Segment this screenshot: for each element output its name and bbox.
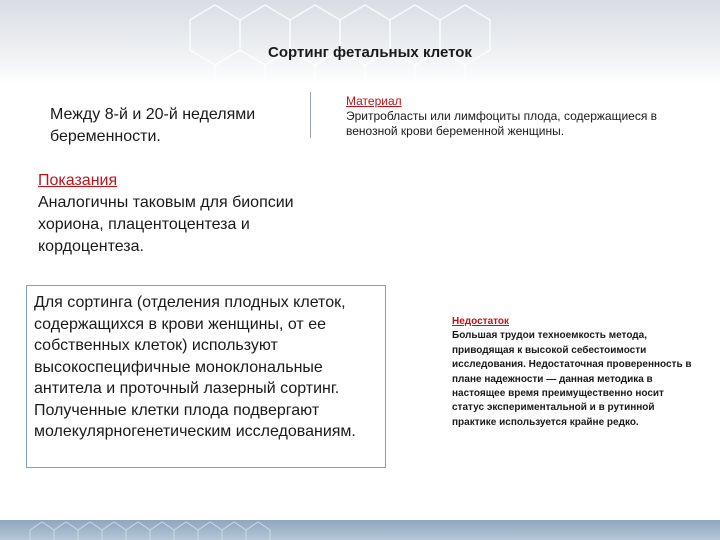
drawback-heading: Недостаток — [452, 316, 510, 327]
material-block — [346, 94, 666, 139]
hexagon-pattern-decoration — [0, 0, 720, 85]
slide-title: Сортинг фетальных клеток — [268, 44, 472, 61]
method-box — [26, 285, 386, 468]
indications-text: Аналогичны таковым для биопсии хориона, плацентоцентеза и кордоцентеза. — [38, 194, 294, 255]
indications-block — [38, 170, 338, 258]
method-text: Для сортинга (отделения плодных клеток, содержащихся в крови женщины, от ее собственных клеток) используют высокоспецифичные моноклональные антитела и проточный лазерный сортинг. Полученные клетки плода подвергают молекулярногенетическим исследованиям. — [34, 294, 356, 440]
header-band — [0, 0, 720, 85]
vertical-divider — [310, 92, 311, 138]
footer-hexagon-decoration — [0, 520, 720, 540]
drawback-block — [452, 315, 692, 430]
material-text: Эритробласты или лимфоциты плода, содержащиеся в венозной крови беременной женщины. — [346, 109, 658, 138]
timing-text: Между 8-й и 20-й неделями беременности. — [50, 106, 256, 145]
drawback-text: Большая трудои техноемкость метода, приводящая к высокой себестоимости исследования. Недостаточная проверенность в плане надежности — данная методика в настоящее время преимущественно носит статус экспериментальной и в рутинной практике используется крайне редко. — [452, 330, 692, 428]
material-heading: Материал — [346, 94, 402, 108]
indications-heading: Показания — [38, 172, 118, 189]
footer-band — [0, 520, 720, 540]
